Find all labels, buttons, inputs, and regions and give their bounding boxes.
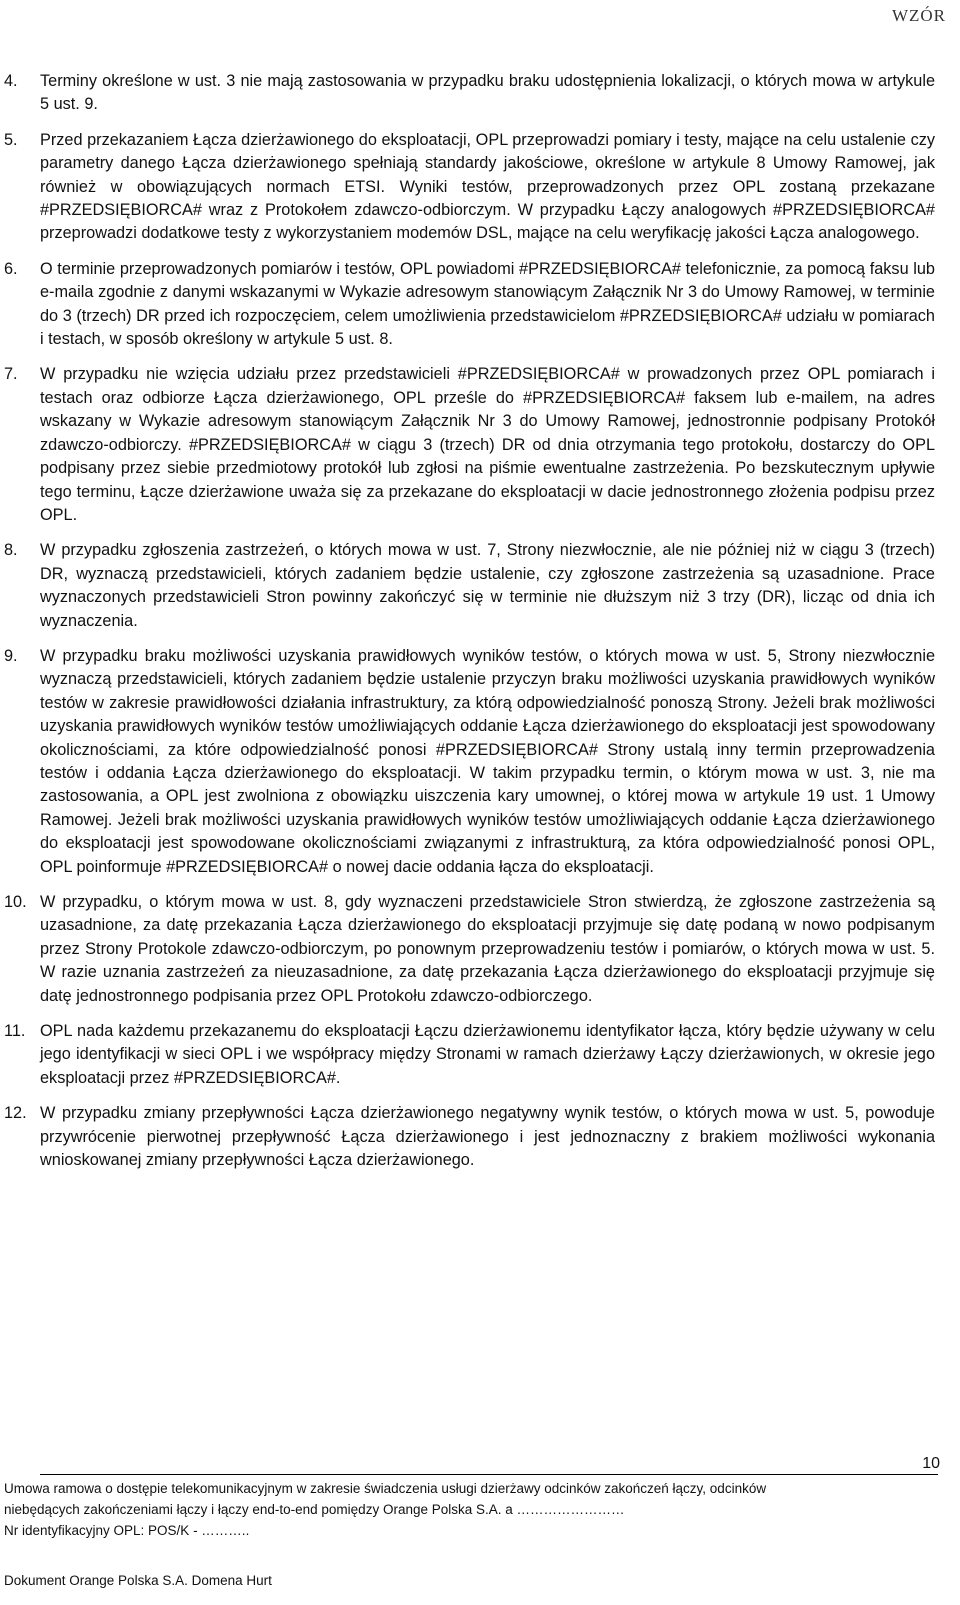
footer-organization: Dokument Orange Polska S.A. Domena Hurt: [4, 1573, 272, 1588]
paragraph-number: 7.: [4, 365, 18, 384]
paragraph-text: Terminy określone w ust. 3 nie mają zastosowania w przypadku braku udostępnienia lokalizacji, o których mowa w artykule 5 ust. 9.: [40, 72, 935, 114]
paragraph-9: [0, 645, 960, 879]
paragraph-text: W przypadku, o którym mowa w ust. 8, gdy wyznaczeni przedstawiciele Stron stwierdzą, że zgłoszone zastrzeżenia są uzasadnione, za datę przekazania Łącza dzierżawionego do eksploatacji przyjmuje się datę podaną w nowo podpisanym przez Strony Protokole zdawczo-odbiorczym, po ponownym przeprowadzeniu testów i pomiarów, o których mowa w ust. 5. W razie uznania zastrzeżeń za nieuzasadnione, za datę przekazania Łącza dzierżawionego do eksploatacji przyjmuje się datę jednostronnego podpisania przez OPL Protokołu zdawczo-odbiorczego.: [40, 893, 935, 1005]
paragraph-number: 5.: [4, 130, 18, 149]
paragraph-11: [0, 1020, 960, 1090]
paragraph-number: 4.: [4, 72, 18, 90]
document-body: [0, 70, 960, 1184]
paragraph-6: [0, 258, 960, 352]
paragraph-text: W przypadku braku możliwości uzyskania prawidłowych wyników testów, o których mowa w ust. 5, Strony niezwłocznie wyznaczą przedstawicieli, których zadaniem będzie ustalenie przyczyn braku możliwości uzyskania prawidłowych wyników testów w zakresie prawidłowości działania infrastruktury, za którą odpowiedzialność ponoszą Strony. Jeżeli brak możliwości uzyskania prawidłowych wyników testów umożliwiających oddanie Łącza dzierżawionego do eksploatacji jest spowodowany okolicznościami, za które odpowiedzialność ponosi #PRZEDSIĘBIORCA# Strony ustalą inny termin przeprowadzenia testów i oddania Łącza dzierżawionego do eksploatacji. W takim przypadku termin, o którym mowa w ust. 3, nie ma zastosowania, a OPL jest zwolniona z obowiązku uiszczenia kary umownej, o której mowa w artykule 19 ust. 1 Umowy Ramowej. Jeżeli brak możliwości uzyskania prawidłowych wyników testów umożliwiających oddanie Łącza dzierżawionego do eksploatacji jest spowodowane okolicznościami związanymi z infrastrukturą, za która odpowiedzialność ponosi OPL, OPL poinformuje #PRZEDSIĘBIORCA# o nowej dacie oddania łącza do eksploatacji.: [40, 646, 935, 876]
page-number: 10: [922, 1455, 940, 1472]
paragraph-text: W przypadku zmiany przepływności Łącza dzierżawionego negatywny wynik testów, o których mowa w ust. 5, powoduje przywrócenie pierwotnej przepływność Łącza dzierżawionego i jest jednoznaczny z brakiem możliwości wykonania wnioskowanej zmiany przepływności Łącza dzierżawionego.: [40, 1104, 935, 1170]
paragraph-12: [0, 1102, 960, 1172]
paragraph-number: 12.: [4, 1104, 27, 1123]
paragraph-8: [0, 539, 960, 633]
paragraph-10: [0, 891, 960, 1008]
paragraph-text: W przypadku zgłoszenia zastrzeżeń, o których mowa w ust. 7, Strony niezwłocznie, ale nie później niż w ciągu 3 (trzech) DR, wyznaczą przedstawicieli, których zadaniem będzie ustalenie, czy zgłoszone zastrzeżenia są uzasadnione. Prace wyznaczonych przedstawicieli Stron powinny zakończyć się w terminie nie dłuższym niż 3 trzy (DR), licząc od dnia ich wyznaczenia.: [40, 541, 935, 630]
footer-line-2: niebędących zakończeniami łączy i łączy end-to-end pomiędzy Orange Polska S.A. a ……………………: [4, 1502, 625, 1517]
paragraph-5: [0, 129, 960, 246]
paragraph-7: [0, 363, 960, 527]
paragraph-text: Przed przekazaniem Łącza dzierżawionego do eksploatacji, OPL przeprowadzi pomiary i testy, mające na celu ustalenie czy parametry danego Łącza dzierżawionego spełniają standardy jakościowe, określone w artykule 8 Umowy Ramowej, jak również w obowiązujących normach ETSI. Wyniki testów, przeprowadzonych przez OPL zostaną przekazane #PRZEDSIĘBIORCA# wraz z Protokołem zdawczo-odbiorczym. W przypadku Łączy analogowych #PRZEDSIĘBIORCA# przeprowadzi dodatkowe testy z wykorzystaniem modemów DSL, mające na celu weryfikację jakości Łącza analogowego.: [40, 130, 935, 243]
paragraph-4: [0, 70, 960, 117]
template-header-mark: WZÓR: [891, 6, 946, 25]
paragraph-number: 8.: [4, 541, 18, 560]
footer: [4, 1478, 939, 1541]
paragraph-text: OPL nada każdemu przekazanemu do eksploatacji Łączu dzierżawionemu identyfikator łącza, który będzie używany w celu jego identyfikacji w sieci OPL i we współpracy między Stronami w ramach dzierżawy Łączy dzierżawionych, w okresie jego eksploatacji przez #PRZEDSIĘBIORCA#.: [40, 1022, 935, 1087]
paragraph-number: 6.: [4, 259, 18, 278]
paragraph-text: W przypadku nie wzięcia udziału przez przedstawicieli #PRZEDSIĘBIORCA# w prowadzonych przez OPL pomiarach i testach oraz odbiorze Łącza dzierżawionego, OPL prześle do #PRZEDSIĘBIORCA# faksem lub e-mailem, na adres wskazany w Wykazie adresowym stanowiącym Załącznik Nr 3 do Umowy Ramowej, jednostronnie podpisany Protokół zdawczo-odbiorczy. #PRZEDSIĘBIORCA# w ciągu 3 (trzech) DR od dnia otrzymania tego protokołu, dostarczy do OPL podpisany przez siebie przedmiotowy protokół lub zgłosi na piśmie ewentualne zastrzeżenia. Po bezskutecznym upływie tego terminu, Łącze dzierżawione uważa się za przekazane do eksploatacji w dacie jednostronnego złożenia podpisu przez OPL.: [40, 365, 935, 524]
footer-line-3: Nr identyfikacyjny OPL: POS/K - ………..: [4, 1523, 250, 1538]
paragraph-number: 11.: [4, 1022, 26, 1041]
paragraph-number: 9.: [4, 646, 18, 665]
paragraph-number: 10.: [4, 893, 27, 911]
footer-divider: [40, 1474, 938, 1475]
footer-line-1: Umowa ramowa o dostępie telekomunikacyjnym w zakresie świadczenia usługi dzierżawy odcinków zakończeń łączy, odcinków: [4, 1481, 767, 1496]
paragraph-text: O terminie przeprowadzonych pomiarów i testów, OPL powiadomi #PRZEDSIĘBIORCA# telefonicznie, za pomocą faksu lub e-maila zgodnie z danymi wskazanymi w Wykazie adresowym stanowiącym Załącznik Nr 3 do Umowy Ramowej, w terminie do 3 (trzech) DR przed ich rozpoczęciem, celem umożliwienia przedstawicielom #PRZEDSIĘBIORCA# udziału w pomiarach i testach, w sposób określony w artykule 5 ust. 8.: [40, 259, 935, 349]
